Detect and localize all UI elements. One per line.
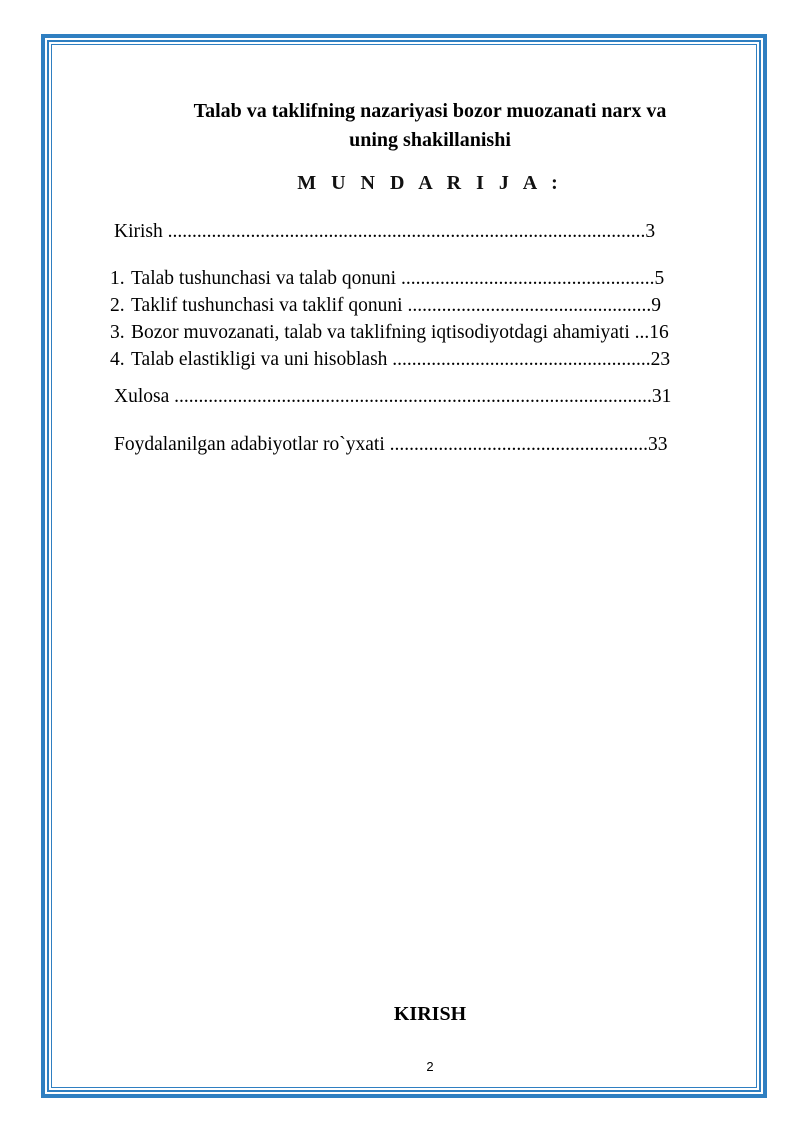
toc-heading: M U N D A R I J A : (297, 172, 563, 194)
toc-entry-number: 4. (110, 349, 125, 370)
document-title (110, 97, 750, 155)
toc-entry-text: Taklif tushunchasi va taklif qonuni ..................................................9 (131, 295, 661, 316)
toc-entry-xulosa (114, 385, 730, 409)
section-heading-kirish: KIRISH (393, 1003, 467, 1025)
page-border-inner (51, 44, 757, 1088)
toc-entry-text: Foydalanilgan adabiyotlar ro`yxati .....................................................33 (114, 434, 668, 455)
document-title-line-1: Talab va taklifning nazariyasi bozor muozanati narx va (193, 100, 667, 122)
toc-entry-2 (110, 294, 722, 318)
toc-entry-4 (110, 348, 732, 372)
toc-entry-text: Talab elastikligi va uni hisoblash .....................................................23 (131, 349, 671, 370)
toc-entry-number: 3. (110, 322, 125, 343)
toc-entry-text: Kirish ..................................................................................................3 (114, 221, 656, 242)
toc-entry-number: 1. (110, 268, 125, 289)
document-title-line-2: uning shakillanishi (349, 129, 511, 151)
toc-entry-1 (110, 267, 720, 291)
toc-entry-adabiyotlar (114, 433, 726, 457)
toc-entry-kirish (114, 220, 714, 244)
toc-entry-text: Xulosa ..................................................................................................31 (114, 386, 672, 407)
toc-entry-text: Talab tushunchasi va talab qonuni ....................................................5 (131, 268, 665, 289)
page-number: 2 (426, 1059, 434, 1074)
toc-entry-number: 2. (110, 295, 125, 316)
toc-entry-3 (110, 321, 730, 345)
toc-entry-text: Bozor muvozanati, talab va taklifning iqtisodiyotdagi ahamiyati ...16 (131, 322, 669, 343)
